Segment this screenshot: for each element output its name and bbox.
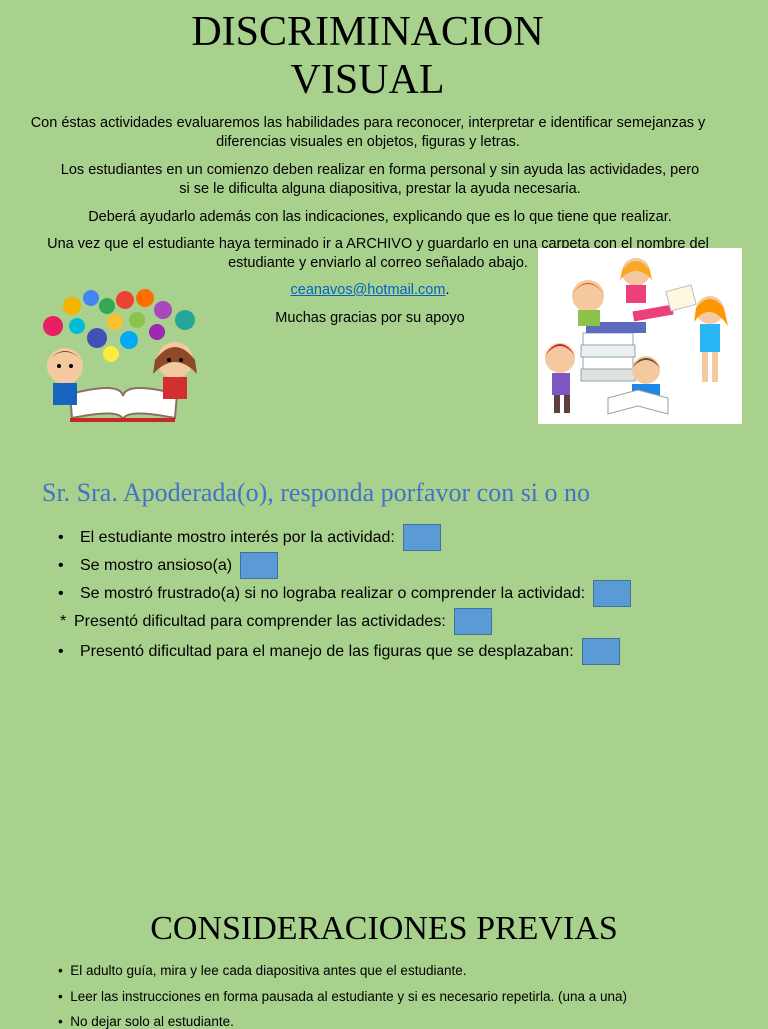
parent-question: Sr. Sra. Apoderada(o), responda porfavor con si o no	[42, 478, 591, 507]
bullet-marker: •	[58, 556, 64, 574]
checklist-item-understanding	[60, 608, 492, 635]
intro-paragraph-4: Una vez que el estudiante haya terminado ir a ARCHIVO y guardarlo en una carpeta con el nombre del estudiante y enviarlo al correo señalado abajo.	[47, 236, 709, 271]
consideration-text: Leer las instrucciones en forma pausada al estudiante y si es necesario repetirla. (una a una)	[70, 989, 628, 1004]
bullet-marker: •	[58, 642, 64, 660]
title-line-1: DISCRIMINACION	[191, 9, 544, 55]
answer-box-figures[interactable]	[582, 638, 620, 665]
kid-top-left	[572, 280, 604, 326]
checklist-text: Se mostró frustrado(a) si no lograba realizar o comprender la actividad:	[80, 584, 586, 602]
consideration-text: No dejar solo al estudiante.	[70, 1014, 234, 1029]
answer-box-frustrated[interactable]	[593, 580, 631, 607]
intro-paragraph-2: Los estudiantes en un comienzo deben realizar en forma personal y sin ayuda las actividades, pero si se le dificulta alguna diapositiva, prestar la ayuda necesaria.	[60, 162, 700, 197]
thanks-text: Muchas gracias por su apoyo	[275, 310, 465, 326]
answer-box-understanding[interactable]	[454, 608, 492, 635]
checklist-text: Presentó dificultad para comprender las actividades:	[74, 612, 446, 630]
intro-paragraph-1: Con éstas actividades evaluaremos las habilidades para reconocer, interpretar e identificar semejanzas y diferencias visuales en objetos, figuras y letras.	[30, 115, 706, 150]
bullet-marker: *	[60, 612, 67, 630]
children-with-books-illustration	[538, 248, 742, 424]
checklist-text: El estudiante mostro interés por la actividad:	[80, 528, 395, 546]
checklist-item-interest	[58, 524, 441, 551]
bullet-marker: •	[58, 989, 71, 1004]
email-line	[200, 282, 540, 298]
answer-box-interest[interactable]	[403, 524, 441, 551]
checklist-item-anxious	[58, 552, 278, 579]
checklist-item-frustrated	[58, 580, 631, 607]
children-reading-book-illustration	[25, 286, 220, 426]
checklist-text: Se mostro ansioso(a)	[80, 556, 233, 574]
bullet-marker: •	[58, 528, 64, 546]
kid-right	[666, 285, 728, 382]
consideration-item	[58, 1014, 234, 1029]
bullet-marker: •	[58, 1014, 71, 1029]
considerations-title: CONSIDERACIONES PREVIAS	[150, 910, 618, 947]
kid-top-center	[620, 258, 652, 303]
consideration-item	[58, 989, 627, 1004]
bullet-marker: •	[58, 963, 71, 978]
kid-bottom-left	[545, 343, 575, 413]
checklist-item-figures	[58, 638, 620, 665]
bullet-marker: •	[58, 584, 64, 602]
email-suffix: .	[445, 282, 450, 298]
checklist-text: Presentó dificultad para el manejo de las figuras que se desplazaban:	[80, 642, 574, 660]
consideration-text: El adulto guía, mira y lee cada diapositiva antes que el estudiante.	[70, 963, 467, 978]
answer-box-anxious[interactable]	[240, 552, 278, 579]
consideration-item	[58, 963, 467, 978]
open-book	[70, 388, 177, 422]
intro-paragraph-3: Deberá ayudarlo además con las indicaciones, explicando que es lo que tiene que realizar.	[88, 209, 672, 225]
title-line-2: VISUAL	[290, 57, 445, 103]
email-link[interactable]: ceanavos@hotmail.com	[290, 282, 446, 298]
